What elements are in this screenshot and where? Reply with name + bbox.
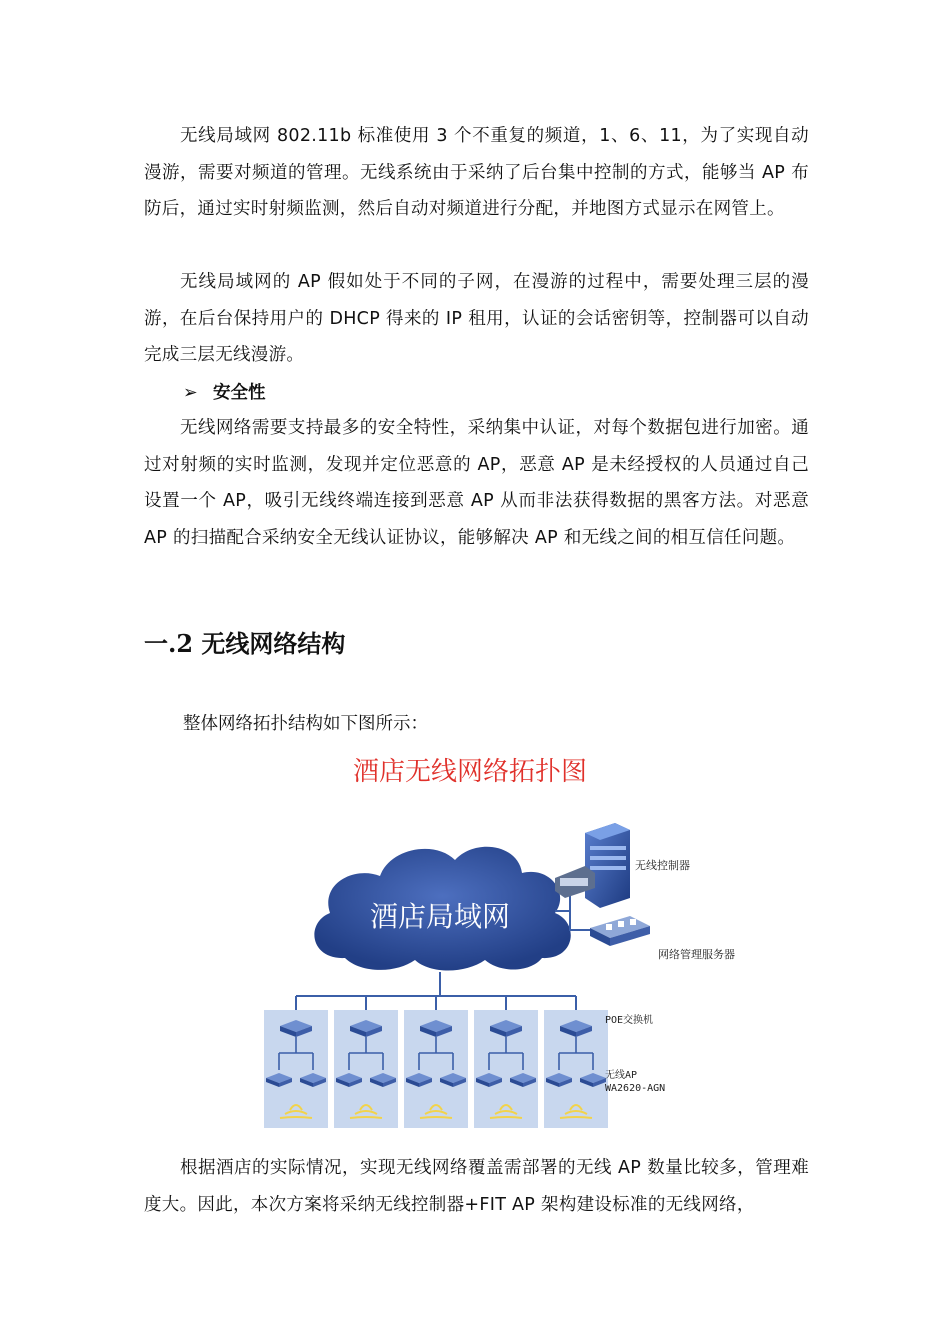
ap-label-line2: WA2620-AGN [605, 1083, 666, 1094]
section-heading: 一.2 无线网络结构 [144, 629, 346, 658]
ap-column-5 [544, 1010, 608, 1128]
paragraph-security: 无线网络需要支持最多的安全特性，采纳集中认证，对每个数据包进行加密。通过对射频的实时监测，发现并定位恶意的 AP，恶意 AP 是未经授权的人员通过自己设置一个 AP，吸引无线终端连接到恶意 AP 从而非法获得数据的黑客方法。对恶意 AP 的扫描配合采纳安全无线认证协议，能够解决 AP 和无线之间的相互信任问题。 [144, 418, 809, 548]
switch-ap-columns [264, 1010, 608, 1128]
ap-column-2 [334, 1010, 398, 1128]
diagram-intro: 整体网络拓扑结构如下图所示： [183, 714, 428, 734]
paragraph-channel-management: 无线局域网 802.11b 标准使用 3 个不重复的频道，1、6、11，为了实现自动漫游，需要对频道的管理。无线系统由于采纳了后台集中控制的方式，能够当 AP 布防后，通过实时射频监测，然后自动对频道进行分配，并地图方式显示在网管上。 [144, 126, 809, 219]
arrow-right-icon: ➢ [183, 383, 198, 403]
management-server-icon [590, 916, 650, 946]
server-label: 网络管理服务器 [658, 948, 735, 961]
lan-cloud [314, 847, 570, 971]
paragraph-layer3-roaming: 无线局域网的 AP 假如处于不同的子网，在漫游的过程中，需要处理三层的漫游，在后台保持用户的 DHCP 得来的 IP 租用，认证的会话密钥等，控制器可以自动完成三层无线漫游。 [144, 272, 809, 365]
bullet-security [183, 375, 266, 411]
ap-column-3 [404, 1010, 468, 1128]
ap-column-1 [264, 1010, 328, 1128]
ap-column-4 [474, 1010, 538, 1128]
bullet-label: 安全性 [213, 383, 266, 403]
diagram-title: 酒店无线网络拓扑图 [352, 757, 588, 787]
switch-label: POE交换机 [605, 1015, 654, 1026]
topology-diagram [250, 748, 735, 1128]
paragraph-deployment: 根据酒店的实际情况，实现无线网络覆盖需部署的无线 AP 数量比较多，管理难度大。因此，本次方案将采纳无线控制器+FIT AP 架构建设标准的无线网络， [144, 1158, 809, 1215]
ap-label-line1: 无线AP [605, 1070, 638, 1081]
controller-label: 无线控制器 [635, 859, 690, 872]
wireless-controller-icon [555, 823, 630, 908]
cloud-label: 酒店局域网 [369, 900, 511, 933]
